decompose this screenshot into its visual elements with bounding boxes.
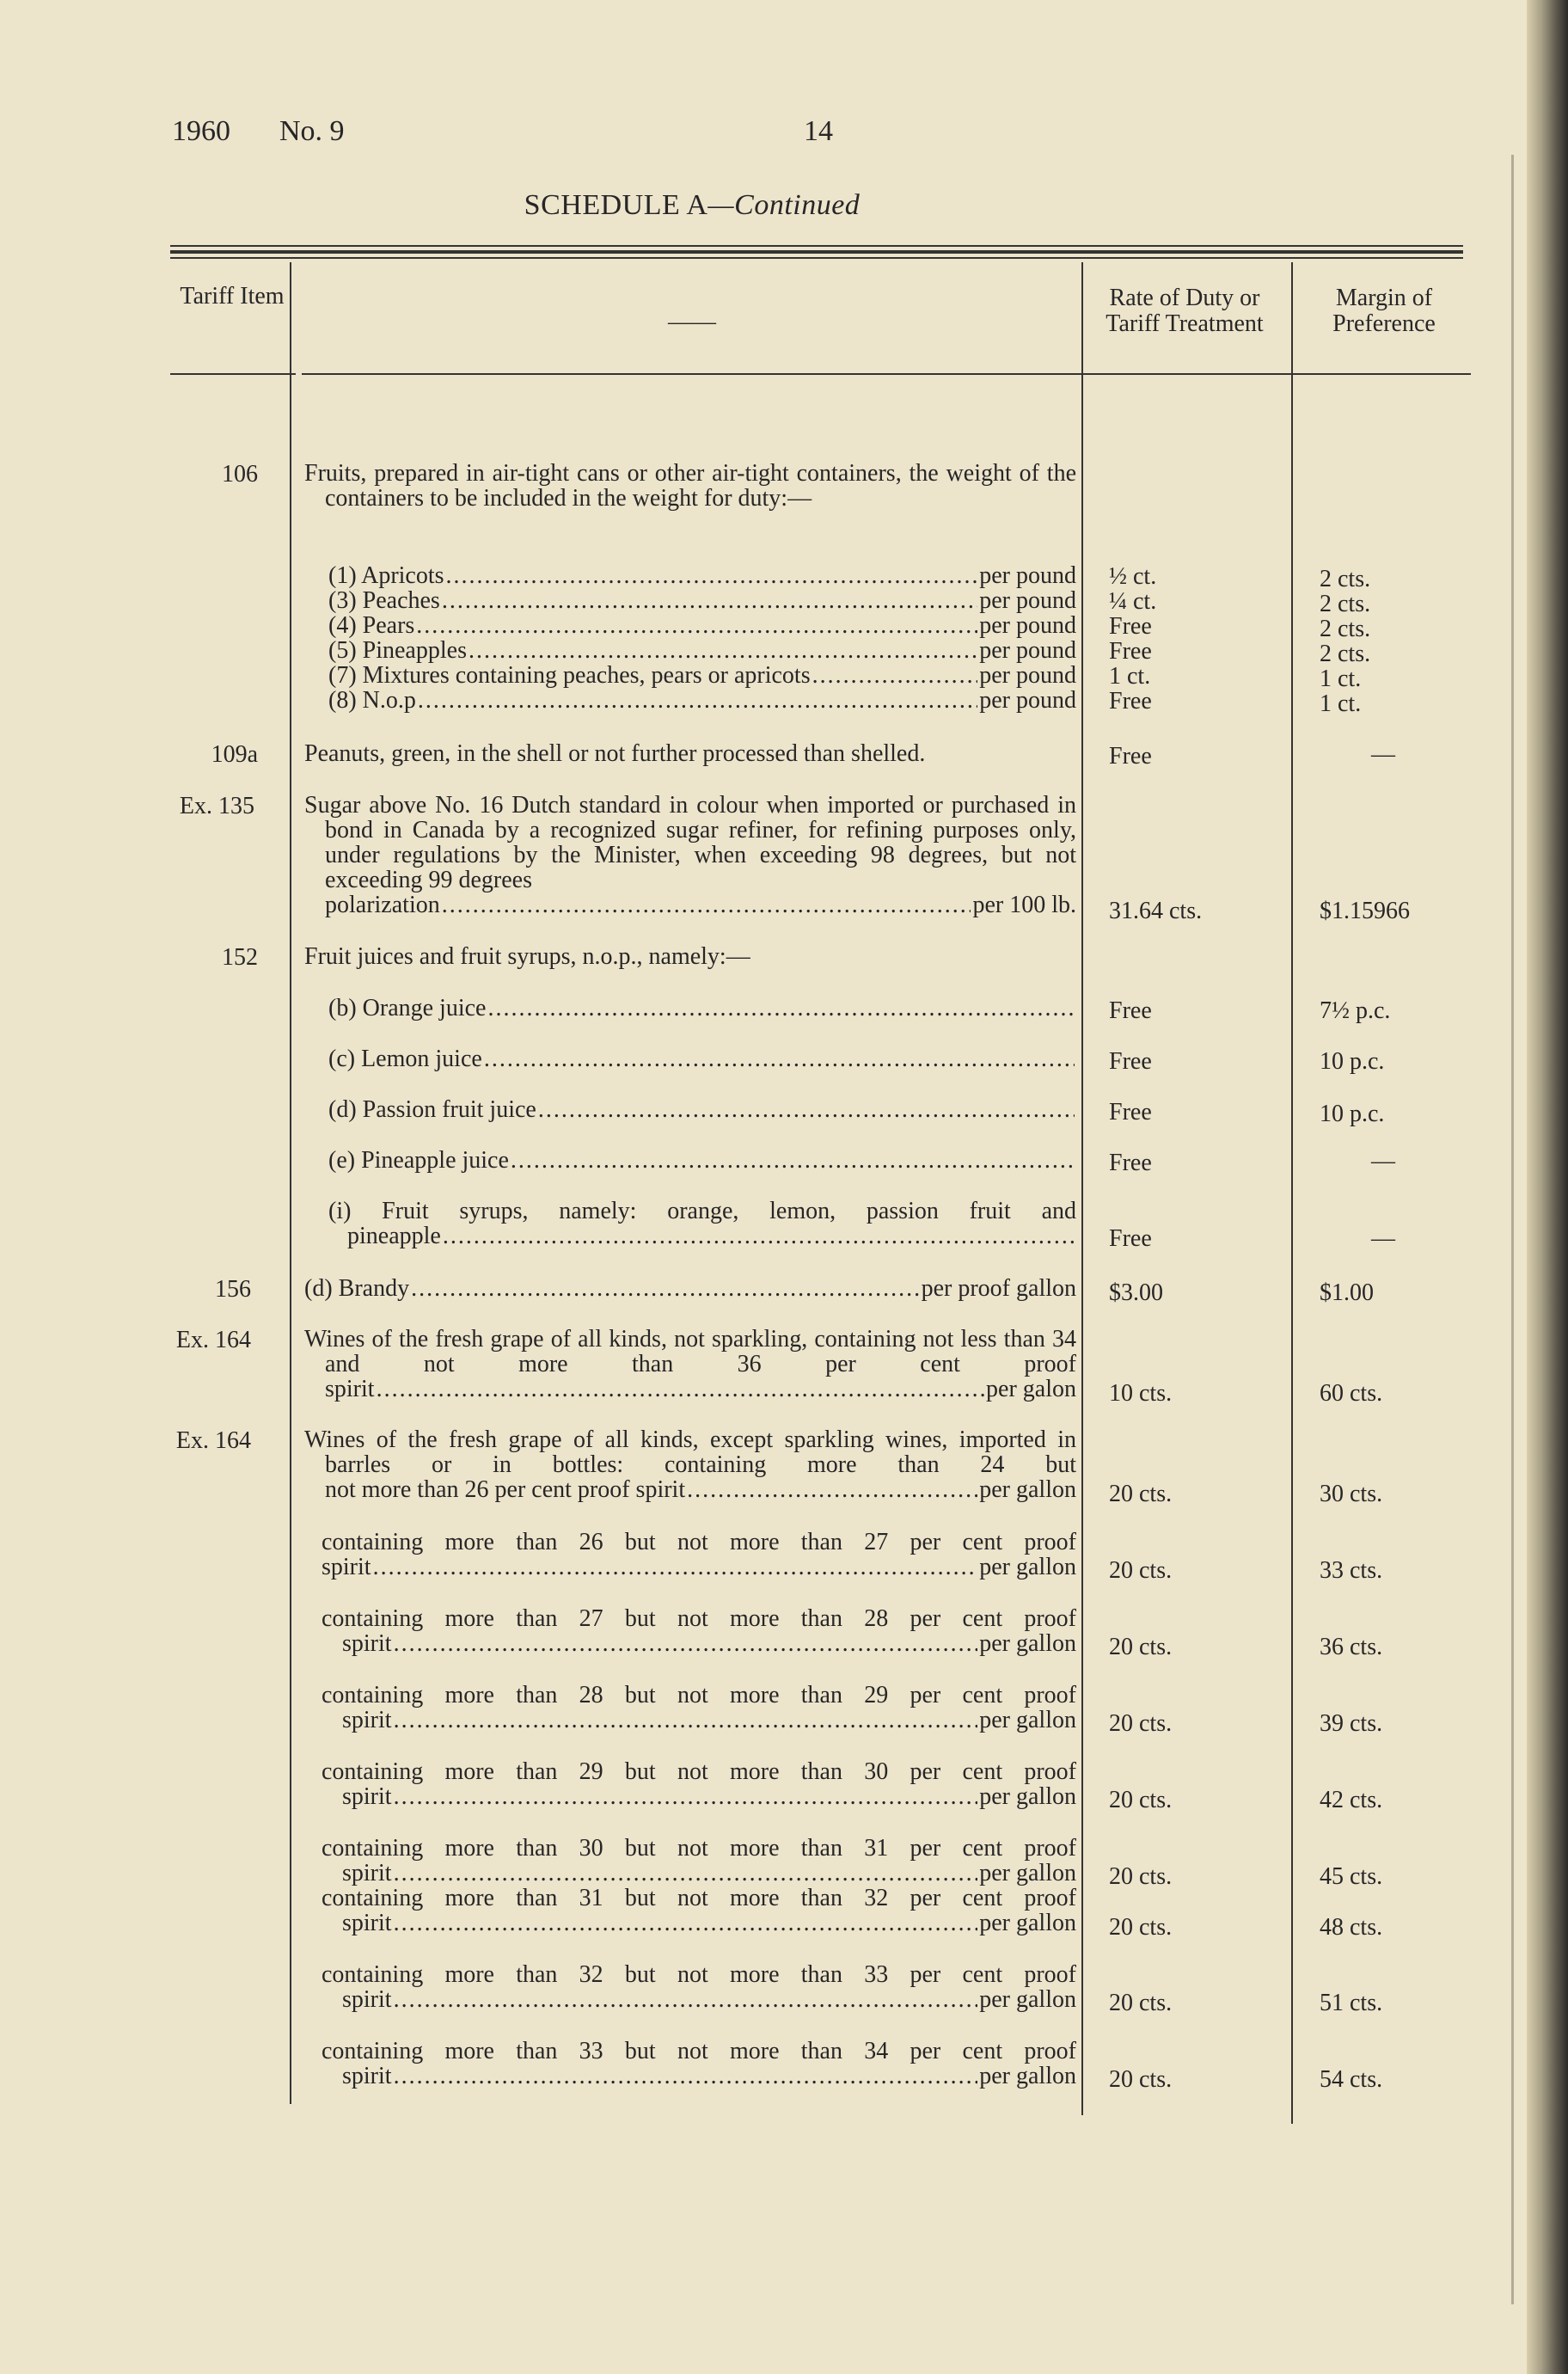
rate-ex164b-28: 20 cts.	[1109, 1634, 1173, 1660]
margin-ex135: $1.15966	[1320, 898, 1410, 924]
margin-ex164b-28: 36 cts.	[1320, 1634, 1383, 1660]
item-106-sub-3: (3) Peaches ..... per pound	[328, 588, 1076, 613]
rate-ex164b-27: 20 cts.	[1109, 1557, 1173, 1584]
rate-ex164b-30: 20 cts.	[1109, 1787, 1173, 1813]
item-106-sub-4: (4) Pears ..... per pound	[328, 613, 1076, 638]
page-fold-line	[1511, 155, 1514, 2304]
margin-ex164b-31: 45 cts.	[1320, 1863, 1383, 1890]
rate-106-5: Free	[1109, 638, 1152, 665]
margin-ex164b: 30 cts.	[1320, 1481, 1383, 1507]
margin-106-1: 2 cts.	[1320, 566, 1371, 592]
rate-ex164b-32: 20 cts.	[1109, 1914, 1173, 1941]
top-rule-thick	[170, 250, 1463, 254]
tariff-item-156: 156	[215, 1276, 251, 1303]
header-year: 1960	[172, 115, 230, 147]
item-106-sub-8: (8) N.o.p ..... per pound	[328, 688, 1076, 713]
header-rule-main	[302, 373, 1471, 375]
item-106-sub-7: (7) Mixtures containing peaches, pears or apricots ..... per pound	[328, 663, 1076, 688]
margin-106-4: 2 cts.	[1320, 616, 1371, 642]
rate-106-1: ½ ct.	[1109, 563, 1157, 590]
item-ex164b-sub-30: containing more than 29 but not more than 30 per cent proof spirit ..... per gallon	[322, 1759, 1076, 1809]
margin-152-c: 10 p.c.	[1320, 1048, 1385, 1075]
book-binding-edge	[1527, 0, 1568, 2374]
item-109a-desc: Peanuts, green, in the shell or not further processed than shelled.	[304, 740, 926, 767]
item-152-sub-d: (d) Passion fruit juice .....	[328, 1097, 1076, 1122]
margin-ex164b-30: 42 cts.	[1320, 1787, 1383, 1813]
item-ex164b-sub-33: containing more than 32 but not more than 33 per cent proof spirit ..... per gallon	[322, 1962, 1076, 2012]
margin-ex164b-32: 48 cts.	[1320, 1914, 1383, 1941]
item-152-desc: Fruit juices and fruit syrups, n.o.p., namely:—	[304, 943, 750, 970]
tariff-item-152: 152	[222, 944, 258, 971]
item-152-sub-i: (i) Fruit syrups, namely: orange, lemon, passion fruit and pineapple .....	[328, 1199, 1076, 1248]
margin-106-5: 2 cts.	[1320, 641, 1371, 667]
header-rule-item	[170, 373, 296, 375]
col-head-margin: Margin of Preference	[1332, 285, 1436, 337]
margin-ex164b-27: 33 cts.	[1320, 1557, 1383, 1584]
tariff-item-ex135: Ex. 135	[179, 793, 254, 819]
item-152-sub-b: (b) Orange juice .....	[328, 996, 1076, 1021]
margin-152-i: —	[1371, 1225, 1395, 1252]
item-ex164a-desc: Wines of the fresh grape of all kinds, not sparkling, containing not less than 34 and not more than 36 per cent proof spirit ..... per galon	[304, 1327, 1076, 1402]
tariff-item-ex164-b: Ex. 164	[175, 1427, 251, 1454]
item-ex164b-sub-32: containing more than 31 but not more than 32 per cent proof spirit ..... per gallon	[322, 1886, 1076, 1935]
rate-152-b: Free	[1109, 997, 1152, 1024]
item-ex164b-sub-27: containing more than 26 but not more than 27 per cent proof spirit ..... per gallon	[322, 1530, 1076, 1580]
col-line-1	[290, 262, 291, 2104]
tariff-item-ex164-a: Ex. 164	[175, 1327, 251, 1353]
rate-106-4: Free	[1109, 613, 1152, 640]
rate-ex135: 31.64 cts.	[1109, 898, 1203, 924]
rate-ex164b-34: 20 cts.	[1109, 2066, 1173, 2093]
rate-106-3: ¼ ct.	[1109, 588, 1157, 615]
item-106-desc: Fruits, prepared in air-tight cans or other air-tight containers, the weight of the containers to be included in the weight for duty:—	[304, 460, 1076, 512]
margin-ex164b-33: 51 cts.	[1320, 1990, 1383, 2016]
rate-156: $3.00	[1109, 1279, 1163, 1306]
col-line-2	[1081, 262, 1083, 2115]
rate-ex164b-29: 20 cts.	[1109, 1710, 1173, 1737]
tariff-item-106: 106	[222, 461, 258, 488]
schedule-title: SCHEDULE A—Continued	[524, 189, 861, 221]
margin-ex164b-29: 39 cts.	[1320, 1710, 1383, 1737]
margin-106-7: 1 ct.	[1320, 666, 1362, 692]
col-head-item: Tariff Item	[180, 283, 285, 310]
rate-152-d: Free	[1109, 1099, 1152, 1126]
margin-109a: —	[1371, 741, 1395, 768]
header-number: No. 9	[279, 115, 345, 147]
item-ex164b-sub-31: containing more than 30 but not more than 31 per cent proof spirit ..... per gallon	[322, 1836, 1076, 1886]
margin-106-8: 1 ct.	[1320, 690, 1362, 717]
rate-ex164b: 20 cts.	[1109, 1481, 1173, 1507]
rate-106-8: Free	[1109, 688, 1152, 715]
col-head-rate: Rate of Duty or Tariff Treatment	[1106, 285, 1264, 337]
tariff-item-109a: 109a	[211, 741, 258, 768]
item-ex164b-sub-34: containing more than 33 but not more than 34 per cent proof spirit ..... per gallon	[322, 2039, 1076, 2089]
col-line-3	[1291, 262, 1293, 2124]
top-rule-thin-2	[170, 257, 1463, 259]
margin-152-e: —	[1371, 1148, 1395, 1175]
rate-152-i: Free	[1109, 1225, 1152, 1252]
rate-ex164b-31: 20 cts.	[1109, 1863, 1173, 1890]
margin-156: $1.00	[1320, 1279, 1374, 1306]
col-head-desc: ——	[668, 309, 716, 335]
item-152-sub-e: (e) Pineapple juice .....	[328, 1148, 1076, 1173]
item-ex164b-sub-29: containing more than 28 but not more than 29 per cent proof spirit ..... per gallon	[322, 1683, 1076, 1733]
margin-ex164a: 60 cts.	[1320, 1380, 1383, 1407]
rate-ex164b-33: 20 cts.	[1109, 1990, 1173, 2016]
item-152-sub-c: (c) Lemon juice .....	[328, 1046, 1076, 1071]
margin-152-b: 7½ p.c.	[1320, 997, 1391, 1024]
page-number: 14	[804, 115, 833, 147]
item-ex164b-desc: Wines of the fresh grape of all kinds, except sparkling wines, imported in barrles or in bottles: containing more than 24 but not more than 26 per cent proof spirit ..... per gallon	[304, 1427, 1076, 1502]
margin-106-3: 2 cts.	[1320, 591, 1371, 617]
rate-152-e: Free	[1109, 1150, 1152, 1176]
margin-152-d: 10 p.c.	[1320, 1101, 1385, 1127]
item-ex135-desc: Sugar above No. 16 Dutch standard in colour when imported or purchased in bond in Canada by a recognized sugar refiner, for refining purposes only, under regulations by the Minister, when exceeding 98 degrees, but not exceeding 99 degrees polarization ..... per 100 lb.	[304, 793, 1076, 917]
margin-ex164b-34: 54 cts.	[1320, 2066, 1383, 2093]
item-ex164b-sub-28: containing more than 27 but not more than 28 per cent proof spirit ..... per gallon	[322, 1606, 1076, 1656]
item-156-desc: (d) Brandy ..... per proof gallon	[304, 1276, 1076, 1301]
rate-ex164a: 10 cts.	[1109, 1380, 1173, 1407]
rate-106-7: 1 ct.	[1109, 663, 1151, 690]
rate-109a: Free	[1109, 743, 1152, 770]
item-106-sub-5: (5) Pineapples ..... per pound	[328, 638, 1076, 663]
rate-152-c: Free	[1109, 1048, 1152, 1075]
top-rule-thin	[170, 245, 1463, 247]
item-106-sub-1: (1) Apricots ..... per pound	[328, 563, 1076, 588]
